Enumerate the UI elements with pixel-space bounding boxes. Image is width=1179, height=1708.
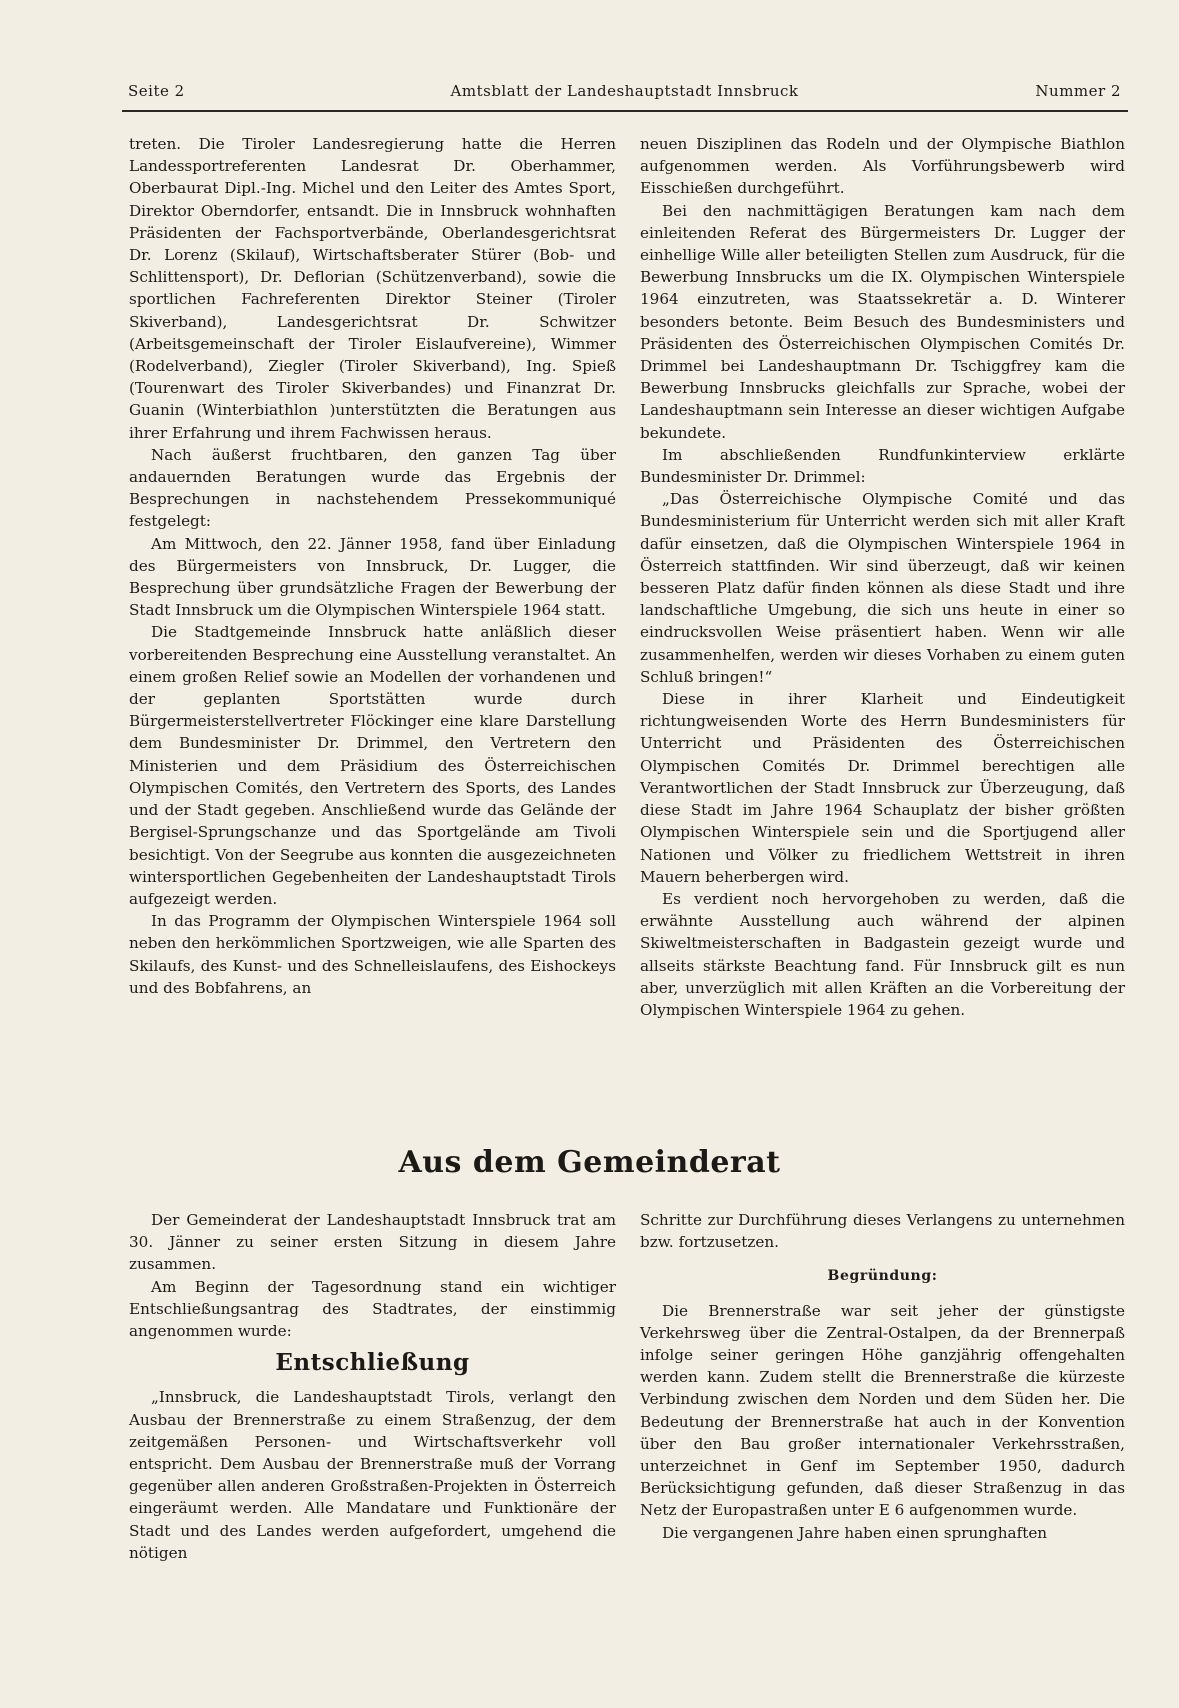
page-header bbox=[128, 82, 1121, 106]
resolution-heading: Entschließung bbox=[275, 1349, 470, 1377]
section-title: Aus dem Gemeinderat bbox=[398, 1145, 781, 1180]
paragraph: Der Gemeinderat der Landeshauptstadt Innsbruck trat am 30. Jänner zu seiner ersten Sitzung in diesem Jahre zusammen. bbox=[129, 1211, 616, 1274]
paragraph: Schritte zur Durchführung dieses Verlangens zu unternehmen bzw. fortzusetzen. bbox=[640, 1211, 1125, 1252]
paragraph: Diese in ihrer Klarheit und Eindeutigkeit richtungweisenden Worte des Herrn Bundesministers für Unterricht und Präsidenten des Österreichischen Olympischen Comités Dr. Drimmel berechtigen alle Verantwortlichen der Stadt Innsbruck zur Überzeugung, daß diese Stadt im Jahre 1964 Schauplatz der bisher größten Olympischen Winterspiele sein und die Sportjugend aller Nationen und Völker zu friedlichem Wettstreit in ihren Mauern beherbergen wird. bbox=[640, 690, 1125, 886]
paragraph: Am Beginn der Tagesordnung stand ein wichtiger Entschließungsantrag des Stadtrates, der einstimmig angenommen wurde: bbox=[129, 1277, 616, 1341]
page-number: Seite 2 bbox=[128, 82, 185, 100]
reason-heading: Begründung: bbox=[827, 1268, 938, 1285]
paragraph: Die vergangenen Jahre haben einen sprunghaften bbox=[662, 1523, 1048, 1542]
quote-paragraph: „Das Österreichische Olympische Comité und das Bundesministerium für Unterricht werden sich mit aller Kraft dafür einsetzen, daß die Olympischen Winterspiele 1964 in Österreich stattfinden. Wir sind überzeugt, daß wir keinen besseren Platz dafür finden können als diese Stadt und ihre landschaftliche Umgebung, die sich uns heute in einer so eindrucksvollen Weise präsentiert haben. Wenn wir alle zusammenhelfen, werden wir dieses Vorhaben zu einem guten Schluß bringen!“ bbox=[640, 490, 1125, 686]
paragraph: neuen Disziplinen das Rodeln und der Olympische Biathlon aufgenommen werden. Als Vorführungsbewerb wird Eisschießen durchgeführt. bbox=[640, 135, 1125, 198]
article-column-right bbox=[640, 133, 1125, 1021]
paragraph: Bei den nachmittägigen Beratungen kam nach dem einleitenden Referat des Bürgermeisters Dr. Lugger der einhellige Wille aller beteiligten Stellen zum Ausdruck, für die Bewerbung Innsbrucks um die IX. Olympischen Winterspiele 1964 einzutreten, was Staatssekretär a. D. Winterer besonders betonte. Beim Besuch des Bundesministers und Präsidenten des Österreichischen Olympischen Comités Dr. Drimmel bei Landeshauptmann Dr. Tschiggfrey kam die Bewerbung Innsbrucks gleichfalls zur Sprache, wobei der Landeshauptmann sein Interesse an dieser wichtigen Aufgabe bekundete. bbox=[640, 201, 1125, 442]
paragraph: In das Programm der Olympischen Winterspiele 1964 soll neben den herkömmlichen Sportzweigen, wie alle Sparten des Skilaufs, des Kunst- und des Schnelleislaufens, des Eishockeys und des Bobfahrens, an bbox=[129, 912, 616, 997]
section-column-right bbox=[640, 1209, 1125, 1544]
resolution-text: „Innsbruck, die Landeshauptstadt Tirols, verlangt den Ausbau der Brennerstraße zu einem Straßenzug, der dem zeitgemäßen Personen- und Wirtschaftsverkehr voll entspricht. Dem Ausbau der Brennerstraße muß der Vorrang gegenüber allen anderen Großstraßen-Projekten in Österreich eingeräumt werden. Alle Mandatare und Funktionäre der Stadt und des Landes werden aufgefordert, umgehend die nötigen bbox=[129, 1388, 616, 1562]
article-column-left bbox=[129, 133, 616, 999]
paragraph: Am Mittwoch, den 22. Jänner 1958, fand über Einladung des Bürgermeisters von Innsbruck, Dr. Lugger, die Besprechung über grundsätzliche Fragen der Bewerbung der Stadt Innsbruck um die Olympischen Winterspiele 1964 statt. bbox=[129, 534, 616, 620]
header-rule bbox=[122, 110, 1128, 112]
paragraph: Die Stadtgemeinde Innsbruck hatte anläßlich dieser vorbereitenden Besprechung eine Ausstellung veranstaltet. An einem großen Relief sowie an Modellen der vorhandenen und der geplanten Sportstätten wurde durch Bürgermeisterstellvertreter Flöckinger eine klare Darstellung dem Bundesminister Dr. Drimmel, den Vertretern den Ministerien und dem Präsidium des Österreichischen Olympischen Comités, den Vertretern des Sports, des Landes und der Stadt gegeben. Anschließend wurde das Gelände der Bergisel-Sprungschanze und das Sportgelände am Tivoli besichtigt. Von der Seegrube aus konnten die ausgezeichneten wintersportlichen Gegebenheiten der Landeshauptstadt Tirols aufgezeigt werden. bbox=[129, 623, 616, 908]
paragraph: Im abschließenden Rundfunkinterview erklärte Bundesminister Dr. Drimmel: bbox=[640, 445, 1125, 487]
paragraph: Nach äußerst fruchtbaren, den ganzen Tag über andauernden Beratungen wurde das Ergebnis der Besprechungen in nachstehendem Pressekommuniqué festgelegt: bbox=[129, 445, 616, 531]
paragraph: treten. Die Tiroler Landesregierung hatte die Herren Landessportreferenten Landesrat Dr. Oberhammer, Oberbaurat Dipl.-Ing. Michel und den Leiter des Amtes Sport, Direktor Oberndorfer, entsandt. Die in Innsbruck wohnhaften Präsidenten der Fachsportverbände, Oberlandesgerichtsrat Dr. Lorenz (Skilauf), Wirtschaftsberater Stürer (Bob- und Schlittensport), Dr. Deflorian (Schützenverband), sowie die sportlichen Fachreferenten Direktor Steiner (Tiroler Skiverband), Landesgerichtsrat Dr. Schwitzer (Arbeitsgemeinschaft der Tiroler Eislaufvereine), Wimmer (Rodelverband), Ziegler (Tiroler Skiverband), Ing. Spieß (Tourenwart des Tiroler Skiverbandes) und Finanzrat Dr. Guanin (Winterbiathlon )unterstützten die Beratungen aus ihrer Erfahrung und ihrem Fachwissen heraus. bbox=[129, 135, 616, 442]
publication-title: Amtsblatt der Landeshauptstadt Innsbruck bbox=[450, 82, 799, 100]
issue-number: Nummer 2 bbox=[1035, 82, 1121, 100]
section-column-left bbox=[129, 1209, 616, 1564]
paragraph: Die Brennerstraße war seit jeher der günstigste Verkehrsweg über die Zentral-Ostalpen, da der Brennerpaß infolge seiner geringen Höhe ganzjährig offengehalten werden kann. Zudem stellt die Brennerstraße die kürzeste Verbindung zwischen dem Norden und dem Süden her. Die Bedeutung der Brennerstraße hat auch in der Konvention über den Bau großer internationaler Verkehrsstraßen, unterzeichnet in Genf im September 1950, dadurch Berücksichtigung gefunden, daß dieser Straßenzug in das Netz der Europastraßen unter E 6 aufgenommen wurde. bbox=[640, 1301, 1125, 1520]
paragraph: Es verdient noch hervorgehoben zu werden, daß die erwähnte Ausstellung auch während der alpinen Skiweltmeisterschaften in Badgastein gezeigt wurde und allseits stärkste Beachtung fand. Für Innsbruck gilt es nun aber, unverzüglich mit allen Kräften an die Vorbereitung der Olympischen Winterspiele 1964 zu gehen. bbox=[640, 889, 1125, 1019]
